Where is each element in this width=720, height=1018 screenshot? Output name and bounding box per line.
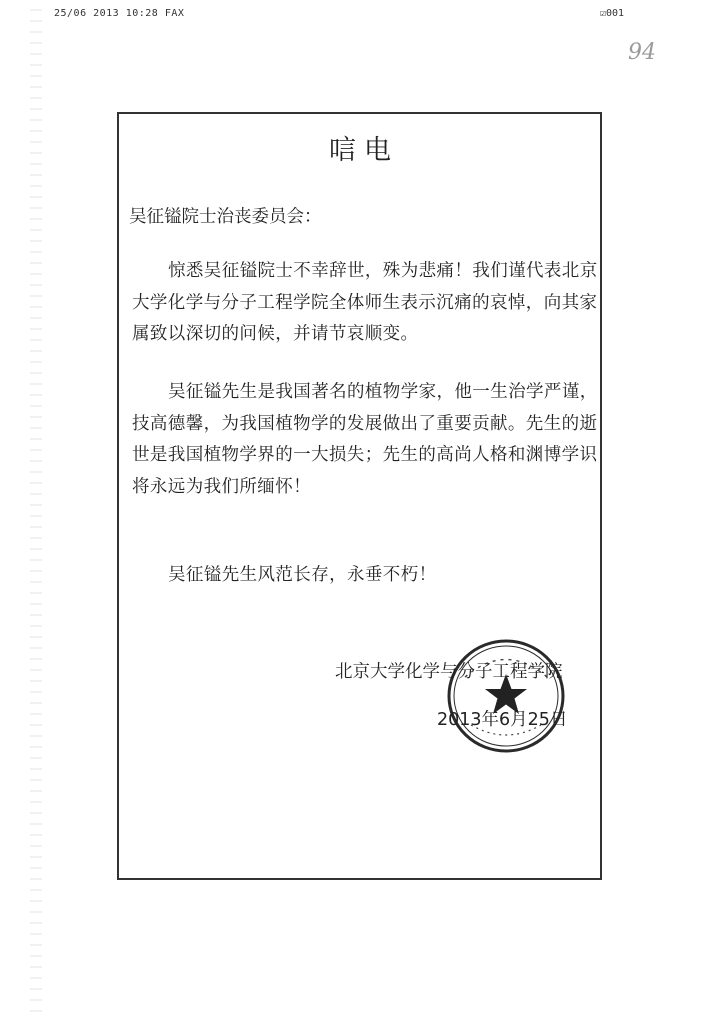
letter-date: 2013年6月25日 — [437, 710, 568, 730]
handwritten-mark: 94 — [628, 40, 656, 65]
letter-signature: 北京大学化学与分子工程学院 — [335, 662, 563, 682]
letter-paragraph-2: 吴征镒先生是我国著名的植物学家，他一生治学严谨，技高德馨，为我国植物学的发展做出了重要贡献。先生的逝世是我国植物学界的一大损失；先生的高尚人格和渊博学识将永远为我们所缅怀！ — [132, 382, 598, 497]
fax-header: 25/06 2013 10:28 FAX — [54, 8, 185, 19]
letter-title: 唁电 — [329, 135, 399, 166]
fax-page-number: ☑001 — [600, 8, 625, 19]
letter-paragraph-3: 吴征镒先生风范长存，永垂不朽！ — [168, 565, 437, 585]
letter-paragraph-1: 惊悉吴征镒院士不幸辞世，殊为悲痛！我们谨代表北京大学化学与分子工程学院全体师生表示沉痛的哀悼，向其家属致以深切的问候，并请节哀顺变。 — [132, 261, 598, 344]
official-seal-stamp — [445, 637, 567, 755]
letter-salutation: 吴征镒院士治丧委员会： — [129, 207, 322, 227]
